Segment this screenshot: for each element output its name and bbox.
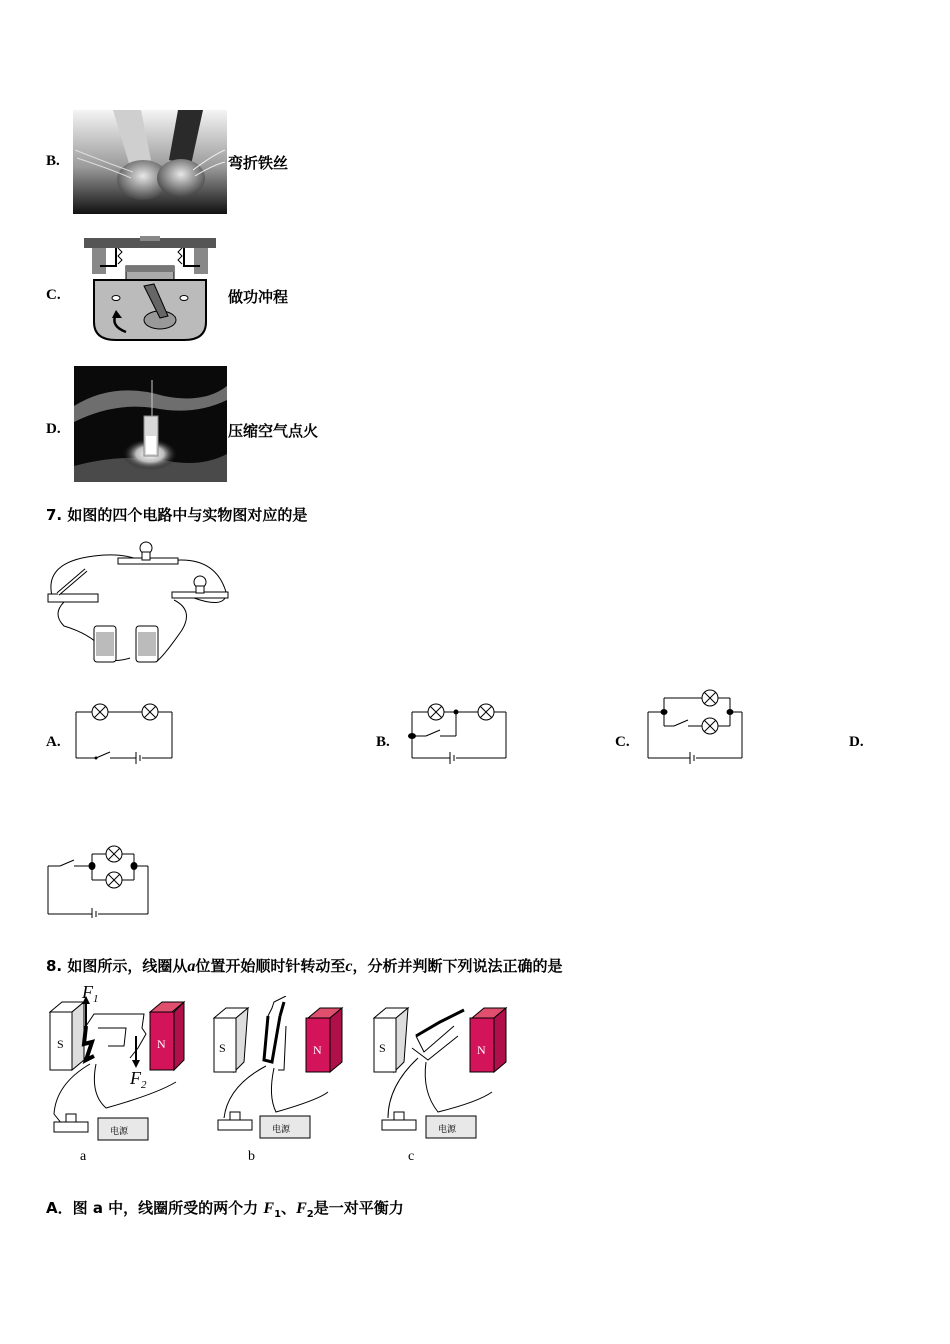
- q8-option-a: [46, 1197, 404, 1220]
- q7-option-b-letter: B.: [376, 734, 390, 750]
- circuit-option-c: [644, 686, 748, 764]
- q8-option-a-f1: F: [263, 1200, 275, 1217]
- power-label-c: 电源: [438, 1125, 457, 1135]
- circuit-option-a: [70, 698, 176, 764]
- question-7-text: 如图的四个电路中与实物图对应的是: [67, 506, 308, 524]
- option-c-letter: C.: [46, 287, 61, 303]
- question-8-text-after: ，分析并判断下列说法正确的是: [352, 957, 563, 975]
- q8-option-a-suffix: 是一对平衡力: [313, 1199, 404, 1217]
- question-8-number: 8.: [46, 957, 63, 975]
- force-2-subscript: 2: [141, 1079, 147, 1091]
- q8-option-a-f1-sub: 1: [274, 1209, 282, 1220]
- circuit-option-b: [404, 698, 510, 764]
- motor-figure-c: [368, 996, 518, 1146]
- physical-circuit-illustration: [44, 534, 230, 670]
- s-pole-label-b: S: [219, 1041, 226, 1055]
- bending-wire-photo: [73, 110, 227, 214]
- question-8-text-middle: 位置开始顺时针转动至: [195, 957, 346, 975]
- q7-option-d-letter: D.: [849, 734, 864, 750]
- motor-figure-b: [208, 996, 358, 1146]
- n-pole-label-b: N: [313, 1043, 322, 1057]
- q8-option-a-f2: F: [296, 1200, 307, 1217]
- question-8: [46, 955, 563, 976]
- motor-figure-a: [46, 984, 196, 1144]
- force-1-label: F: [82, 984, 93, 1002]
- force-2-label: F: [130, 1068, 141, 1088]
- force-1-subscript: 1: [93, 993, 99, 1005]
- n-pole-label: N: [157, 1037, 166, 1051]
- q8-option-a-prefix: A．图 a 中，线圈所受的两个力: [46, 1199, 264, 1217]
- option-b-letter: B.: [46, 153, 60, 169]
- q7-option-c-letter: C.: [615, 734, 630, 750]
- engine-power-stroke-diagram: [80, 236, 220, 346]
- figure-label-c: c: [408, 1149, 415, 1164]
- option-d-letter: D.: [46, 421, 61, 437]
- n-pole-label-c: N: [477, 1043, 486, 1057]
- figure-label-b: b: [248, 1149, 255, 1164]
- svg-text:F2: [129, 1068, 147, 1091]
- s-pole-label: S: [57, 1037, 64, 1051]
- q7-option-a-letter: A.: [46, 734, 61, 750]
- q8-option-a-f2-sub: 2: [306, 1209, 314, 1220]
- air-compression-ignition-photo: [74, 366, 227, 482]
- question-7: [46, 504, 307, 525]
- s-pole-label-c: S: [379, 1041, 386, 1055]
- question-8-var-c: c: [345, 958, 353, 975]
- figure-label-a: a: [80, 1149, 87, 1164]
- option-c-caption: 做功冲程: [228, 288, 289, 306]
- circuit-option-d: [44, 840, 152, 918]
- option-d-caption: 压缩空气点火: [228, 422, 319, 440]
- q8-option-a-sep: 、: [281, 1199, 297, 1217]
- power-label: 电源: [110, 1127, 129, 1137]
- option-b-caption: 弯折铁丝: [228, 154, 289, 172]
- question-8-text-before: 如图所示，线圈从: [67, 957, 188, 975]
- svg-text:F1: [81, 984, 99, 1005]
- question-8-var-a: a: [187, 958, 196, 975]
- power-label-b: 电源: [272, 1125, 291, 1135]
- question-7-number: 7.: [46, 506, 63, 524]
